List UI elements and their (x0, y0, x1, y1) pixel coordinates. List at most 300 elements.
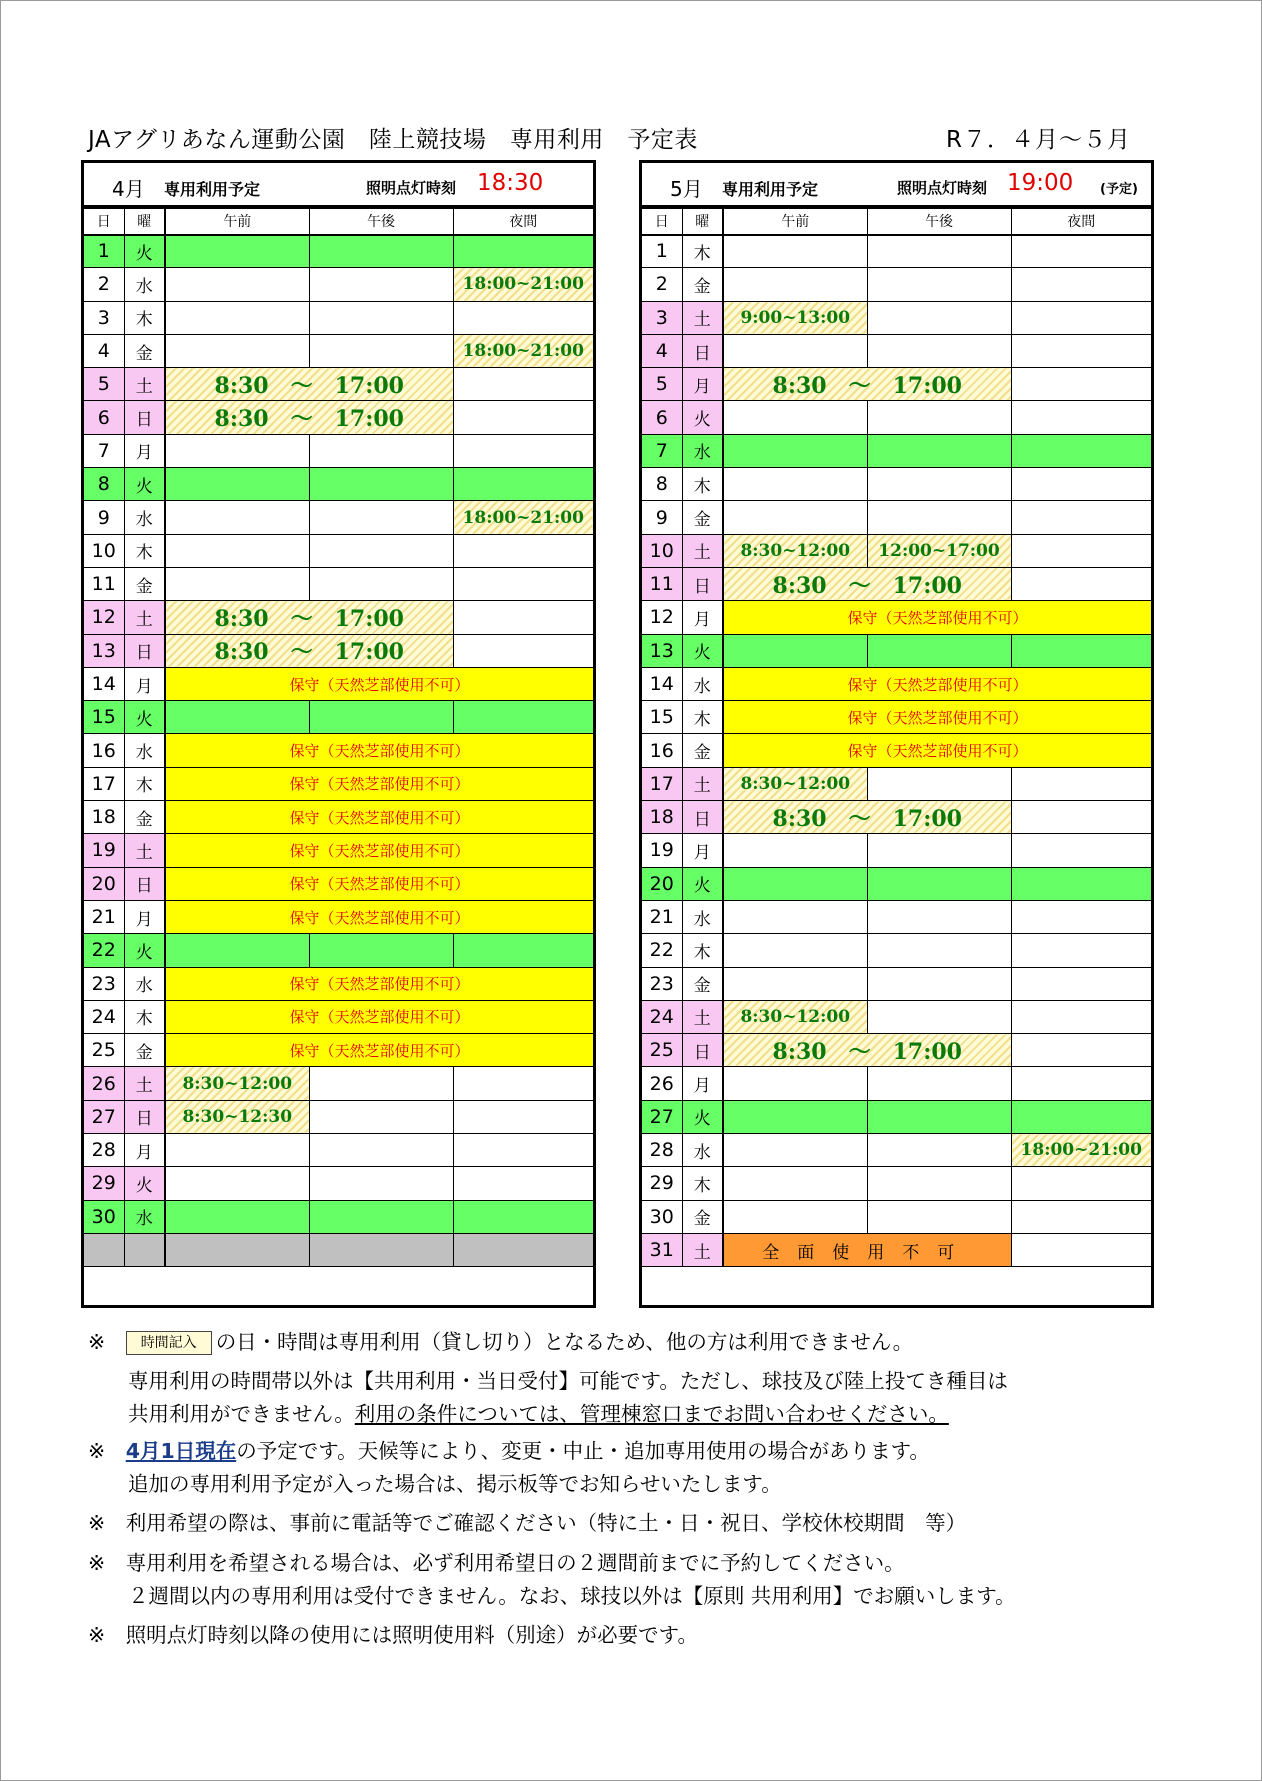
schedule-row (84, 667, 593, 700)
page-title: JAアグリあなん運動公園 陸上競技場 専用利用 予定表 (88, 127, 698, 153)
slot-cell (165, 534, 309, 567)
day-cell: 26 (84, 1067, 124, 1100)
schedule-row (84, 434, 593, 467)
day-cell: 5 (84, 368, 124, 401)
slot-cell (723, 434, 867, 467)
day-cell: 2 (84, 268, 124, 301)
day-cell: 7 (642, 434, 682, 467)
current-date-link[interactable]: 4月1日現在 (125, 1439, 237, 1463)
slot-cell (1011, 967, 1151, 1000)
maintenance-cell: 保守（天然芝部使用不可） (165, 967, 593, 1000)
weekday-cell: 水 (124, 1200, 165, 1233)
schedule-period: R７．４月～５月 (946, 127, 1131, 153)
note-mark: ※ (88, 1330, 106, 1354)
schedule-row (84, 634, 593, 667)
slot-cell (1011, 235, 1151, 268)
slot-cell (1011, 634, 1151, 667)
day-cell: 18 (84, 801, 124, 834)
slot-cell (723, 1167, 867, 1200)
day-cell: 13 (642, 634, 682, 667)
col-header-day: 日 (642, 209, 682, 235)
reservation-cell: 8:30~12:30 (165, 1100, 309, 1133)
weekday-cell: 日 (124, 401, 165, 434)
schedule-row (642, 1034, 1151, 1067)
slot-cell (867, 268, 1011, 301)
note-mark: ※ (88, 1551, 106, 1575)
may-lighting-note: (予定) (1100, 182, 1138, 197)
reservation-cell: 8:30 ～ 17:00 (165, 634, 453, 667)
slot-cell (723, 1200, 867, 1233)
may-lighting-time: 19:00 (1007, 170, 1074, 196)
day-cell: 19 (84, 834, 124, 867)
slot-cell (453, 1233, 593, 1266)
slot-cell (723, 334, 867, 367)
slot-cell (453, 1200, 593, 1233)
slot-cell (165, 567, 309, 600)
slot-cell (165, 501, 309, 534)
slot-cell (165, 701, 309, 734)
weekday-cell: 火 (682, 634, 723, 667)
note-5 (88, 1625, 698, 1646)
schedule-row (642, 1134, 1151, 1167)
weekday-cell: 日 (682, 801, 723, 834)
weekday-cell: 木 (682, 934, 723, 967)
note-mark: ※ (88, 1439, 106, 1463)
schedule-row (642, 434, 1151, 467)
maintenance-cell: 保守（天然芝部使用不可） (165, 834, 593, 867)
weekday-cell: 水 (124, 734, 165, 767)
note-1c-plain: 共用利用ができません。 (128, 1402, 355, 1426)
note-3-text: 利用希望の際は、事前に電話等でご確認ください（特に土・日・祝日、学校休校期間 等） (125, 1511, 967, 1535)
schedule-row (84, 301, 593, 334)
april-subtitle: 専用利用予定 (164, 180, 261, 199)
day-cell: 13 (84, 634, 124, 667)
slot-cell (453, 1167, 593, 1200)
col-header-am: 午前 (723, 209, 867, 235)
slot-cell (309, 468, 453, 501)
weekday-cell: 水 (124, 268, 165, 301)
day-cell: 11 (84, 567, 124, 600)
weekday-cell: 木 (124, 767, 165, 800)
note-4-text: 専用利用を希望される場合は、必ず利用希望日の２週間前までに予約してください。 (125, 1551, 905, 1575)
day-cell: 24 (84, 1000, 124, 1033)
day-cell: 10 (84, 534, 124, 567)
slot-cell (453, 301, 593, 334)
schedule-row (84, 235, 593, 268)
may-subtitle: 専用利用予定 (722, 180, 819, 199)
slot-cell (1011, 867, 1151, 900)
weekday-cell: 水 (124, 501, 165, 534)
slot-cell (867, 1167, 1011, 1200)
slot-cell (165, 334, 309, 367)
day-cell: 15 (642, 701, 682, 734)
weekday-cell: 土 (682, 301, 723, 334)
slot-cell (309, 567, 453, 600)
slot-cell (723, 1067, 867, 1100)
slot-cell (867, 867, 1011, 900)
april-month-label: 4月 (112, 177, 145, 201)
weekday-cell: 日 (682, 1034, 723, 1067)
slot-cell (1011, 334, 1151, 367)
slot-cell (1011, 834, 1151, 867)
april-calendar (81, 160, 596, 1308)
col-header-pm: 午後 (309, 209, 453, 235)
day-cell: 28 (84, 1134, 124, 1167)
schedule-row (84, 701, 593, 734)
reservation-cell: 8:30~12:00 (723, 767, 867, 800)
slot-cell (309, 434, 453, 467)
schedule-row (642, 1167, 1151, 1200)
schedule-row (642, 567, 1151, 600)
schedule-row (84, 1233, 593, 1266)
weekday-cell: 月 (124, 667, 165, 700)
weekday-cell: 火 (682, 401, 723, 434)
weekday-cell: 金 (682, 967, 723, 1000)
schedule-row (84, 601, 593, 634)
day-cell: 23 (84, 967, 124, 1000)
weekday-cell (124, 1233, 165, 1266)
schedule-row (84, 934, 593, 967)
april-table (84, 208, 593, 1267)
reservation-cell: 8:30~12:00 (723, 1000, 867, 1033)
schedule-row (642, 1200, 1151, 1233)
schedule-row (642, 534, 1151, 567)
schedule-row (642, 301, 1151, 334)
maintenance-cell: 保守（天然芝部使用不可） (165, 867, 593, 900)
maintenance-cell: 保守（天然芝部使用不可） (165, 801, 593, 834)
slot-cell (867, 1100, 1011, 1133)
slot-cell (1011, 934, 1151, 967)
slot-cell (309, 1067, 453, 1100)
schedule-row (84, 268, 593, 301)
schedule-row (84, 1067, 593, 1100)
slot-cell (1011, 301, 1151, 334)
weekday-cell: 金 (682, 268, 723, 301)
slot-cell (1011, 1034, 1151, 1067)
schedule-row (642, 900, 1151, 933)
slot-cell (309, 334, 453, 367)
slot-cell (453, 634, 593, 667)
schedule-row (84, 1167, 593, 1200)
schedule-row (84, 834, 593, 867)
note-5-text: 照明点灯時刻以降の使用には照明使用料（別途）が必要です。 (125, 1623, 699, 1647)
slot-cell (165, 934, 309, 967)
schedule-row (84, 1000, 593, 1033)
slot-cell (453, 368, 593, 401)
col-header-day: 日 (84, 209, 124, 235)
schedule-row (642, 601, 1151, 634)
schedule-row (84, 1134, 593, 1167)
schedule-row (84, 1034, 593, 1067)
weekday-cell: 木 (682, 235, 723, 268)
slot-cell (867, 401, 1011, 434)
day-cell: 20 (642, 867, 682, 900)
note-1c (128, 1404, 949, 1425)
slot-cell (867, 767, 1011, 800)
schedule-row (84, 468, 593, 501)
schedule-row (642, 468, 1151, 501)
col-header-dow: 曜 (124, 209, 165, 235)
day-cell: 21 (642, 900, 682, 933)
weekday-cell: 日 (124, 1100, 165, 1133)
weekday-cell: 金 (682, 734, 723, 767)
day-cell: 23 (642, 967, 682, 1000)
slot-cell (867, 900, 1011, 933)
day-cell: 15 (84, 701, 124, 734)
schedule-row (84, 368, 593, 401)
schedule-row (642, 268, 1151, 301)
slot-cell (165, 468, 309, 501)
weekday-cell: 金 (124, 1034, 165, 1067)
weekday-cell: 金 (124, 801, 165, 834)
day-cell: 28 (642, 1134, 682, 1167)
col-header-pm: 午後 (867, 209, 1011, 235)
slot-cell (723, 268, 867, 301)
may-header (642, 163, 1151, 208)
day-cell: 4 (642, 334, 682, 367)
note-1-text: の日・時間は専用利用（貸し切り）となるため、他の方は利用できません。 (215, 1330, 914, 1354)
slot-cell (723, 634, 867, 667)
slot-cell (165, 1134, 309, 1167)
day-cell: 3 (84, 301, 124, 334)
note-2-text: の予定です。天候等により、変更・中止・追加専用使用の場合があります。 (236, 1439, 930, 1463)
slot-cell (723, 401, 867, 434)
weekday-cell: 火 (682, 867, 723, 900)
legend-box: 時間記入 (126, 1331, 212, 1355)
slot-cell (309, 235, 453, 268)
schedule-row (642, 867, 1151, 900)
day-cell: 9 (642, 501, 682, 534)
slot-cell (1011, 501, 1151, 534)
weekday-cell: 水 (682, 434, 723, 467)
reservation-cell: 8:30 ～ 17:00 (723, 801, 1011, 834)
slot-cell (453, 401, 593, 434)
slot-cell (309, 501, 453, 534)
slot-cell (453, 934, 593, 967)
slot-cell (867, 1067, 1011, 1100)
day-cell: 25 (642, 1034, 682, 1067)
day-cell: 27 (84, 1100, 124, 1133)
slot-cell (309, 1233, 453, 1266)
day-cell: 20 (84, 867, 124, 900)
reservation-cell: 8:30 ～ 17:00 (723, 368, 1011, 401)
reservation-cell: 8:30 ～ 17:00 (723, 567, 1011, 600)
weekday-cell: 火 (682, 1100, 723, 1133)
day-cell: 6 (642, 401, 682, 434)
slot-cell (723, 468, 867, 501)
schedule-row (84, 801, 593, 834)
slot-cell (867, 967, 1011, 1000)
weekday-cell: 土 (682, 534, 723, 567)
schedule-row (642, 701, 1151, 734)
maintenance-cell: 保守（天然芝部使用不可） (723, 667, 1151, 700)
slot-cell (1011, 801, 1151, 834)
day-cell: 24 (642, 1000, 682, 1033)
day-cell: 22 (642, 934, 682, 967)
weekday-cell: 月 (682, 834, 723, 867)
day-cell: 2 (642, 268, 682, 301)
schedule-row (84, 567, 593, 600)
col-header-night: 夜間 (1011, 209, 1151, 235)
schedule-row (642, 235, 1151, 268)
day-cell: 30 (642, 1200, 682, 1233)
slot-cell (1011, 534, 1151, 567)
maintenance-cell: 保守（天然芝部使用不可） (723, 701, 1151, 734)
slot-cell (1011, 1167, 1151, 1200)
maintenance-cell: 保守（天然芝部使用不可） (165, 734, 593, 767)
weekday-cell: 金 (682, 1200, 723, 1233)
slot-cell (453, 1134, 593, 1167)
reservation-cell: 18:00~21:00 (1011, 1134, 1151, 1167)
maintenance-cell: 保守（天然芝部使用不可） (165, 767, 593, 800)
slot-cell (453, 567, 593, 600)
slot-cell (1011, 1100, 1151, 1133)
may-lighting-label: 照明点灯時刻 (897, 179, 988, 197)
schedule-row (642, 401, 1151, 434)
april-lighting-time: 18:30 (477, 170, 544, 196)
slot-cell (453, 468, 593, 501)
col-header-dow: 曜 (682, 209, 723, 235)
schedule-row (84, 501, 593, 534)
slot-cell (867, 1134, 1011, 1167)
slot-cell (1011, 567, 1151, 600)
slot-cell (1011, 368, 1151, 401)
slot-cell (453, 434, 593, 467)
slot-cell (723, 934, 867, 967)
schedule-row (642, 801, 1151, 834)
day-cell: 11 (642, 567, 682, 600)
maintenance-cell: 保守（天然芝部使用不可） (165, 1000, 593, 1033)
weekday-cell: 金 (124, 334, 165, 367)
slot-cell (867, 468, 1011, 501)
weekday-cell: 日 (124, 634, 165, 667)
reservation-cell: 8:30 ～ 17:00 (165, 601, 453, 634)
slot-cell (867, 501, 1011, 534)
schedule-row (84, 534, 593, 567)
weekday-cell: 木 (124, 301, 165, 334)
slot-cell (165, 235, 309, 268)
weekday-cell: 月 (124, 900, 165, 933)
schedule-row (84, 900, 593, 933)
day-cell: 3 (642, 301, 682, 334)
schedule-row (642, 834, 1151, 867)
slot-cell (723, 967, 867, 1000)
schedule-row (642, 967, 1151, 1000)
weekday-cell: 日 (682, 567, 723, 600)
schedule-row (642, 767, 1151, 800)
note-1c-underlined: 利用の条件については、管理棟窓口までお問い合わせください。 (354, 1402, 949, 1426)
schedule-row (642, 1000, 1151, 1033)
weekday-cell: 水 (682, 667, 723, 700)
weekday-cell: 月 (124, 434, 165, 467)
slot-cell (165, 268, 309, 301)
slot-cell (309, 268, 453, 301)
schedule-row (642, 368, 1151, 401)
slot-cell (867, 334, 1011, 367)
slot-cell (867, 1000, 1011, 1033)
schedule-row (84, 734, 593, 767)
schedule-row (84, 1100, 593, 1133)
slot-cell (867, 235, 1011, 268)
april-lighting-label: 照明点灯時刻 (366, 179, 457, 197)
maintenance-cell: 保守（天然芝部使用不可） (723, 734, 1151, 767)
note-3 (88, 1513, 966, 1534)
slot-cell (453, 1067, 593, 1100)
slot-cell (1011, 767, 1151, 800)
weekday-cell: 火 (124, 1167, 165, 1200)
day-cell: 7 (84, 434, 124, 467)
slot-cell (309, 301, 453, 334)
weekday-cell: 火 (124, 934, 165, 967)
schedule-row (84, 967, 593, 1000)
slot-cell (165, 1200, 309, 1233)
weekday-cell: 木 (682, 468, 723, 501)
slot-cell (867, 1200, 1011, 1233)
slot-cell (867, 301, 1011, 334)
slot-cell (309, 701, 453, 734)
note-4 (88, 1553, 905, 1574)
weekday-cell: 木 (124, 534, 165, 567)
slot-cell (453, 1100, 593, 1133)
schedule-row (642, 734, 1151, 767)
note-1 (88, 1331, 913, 1355)
slot-cell (165, 301, 309, 334)
weekday-cell: 土 (124, 1067, 165, 1100)
slot-cell (723, 834, 867, 867)
slot-cell (1011, 434, 1151, 467)
slot-cell (309, 1134, 453, 1167)
weekday-cell: 月 (124, 1134, 165, 1167)
day-cell: 8 (84, 468, 124, 501)
day-cell: 26 (642, 1067, 682, 1100)
note-4b: ２週間以内の専用利用は受付できません。なお、球技以外は【原則 共用利用】でお願いします。 (128, 1584, 1016, 1608)
slot-cell (867, 634, 1011, 667)
day-cell (84, 1233, 124, 1266)
day-cell: 12 (84, 601, 124, 634)
schedule-row (642, 501, 1151, 534)
weekday-cell: 月 (682, 1067, 723, 1100)
slot-cell (453, 235, 593, 268)
schedule-row (642, 1233, 1151, 1266)
day-cell: 19 (642, 834, 682, 867)
weekday-cell: 土 (124, 601, 165, 634)
day-cell: 16 (84, 734, 124, 767)
weekday-cell: 土 (124, 834, 165, 867)
schedule-row (84, 867, 593, 900)
weekday-cell: 木 (124, 1000, 165, 1033)
day-cell: 6 (84, 401, 124, 434)
slot-cell (867, 434, 1011, 467)
slot-cell (309, 534, 453, 567)
header-row (84, 209, 593, 235)
day-cell: 25 (84, 1034, 124, 1067)
slot-cell (1011, 1200, 1151, 1233)
weekday-cell: 土 (682, 1233, 723, 1266)
note-mark: ※ (88, 1623, 106, 1647)
slot-cell (1011, 401, 1151, 434)
slot-cell (1011, 1233, 1151, 1266)
schedule-row (642, 934, 1151, 967)
slot-cell (1011, 268, 1151, 301)
reservation-cell: 12:00~17:00 (867, 534, 1011, 567)
slot-cell (165, 434, 309, 467)
may-month-label: 5月 (670, 177, 703, 201)
weekday-cell: 日 (124, 867, 165, 900)
maintenance-cell: 保守（天然芝部使用不可） (165, 667, 593, 700)
day-cell: 12 (642, 601, 682, 634)
note-1b: 専用利用の時間帯以外は【共用利用・当日受付】可能です。ただし、球技及び陸上投てき種目は (128, 1369, 1008, 1393)
col-header-am: 午前 (165, 209, 309, 235)
